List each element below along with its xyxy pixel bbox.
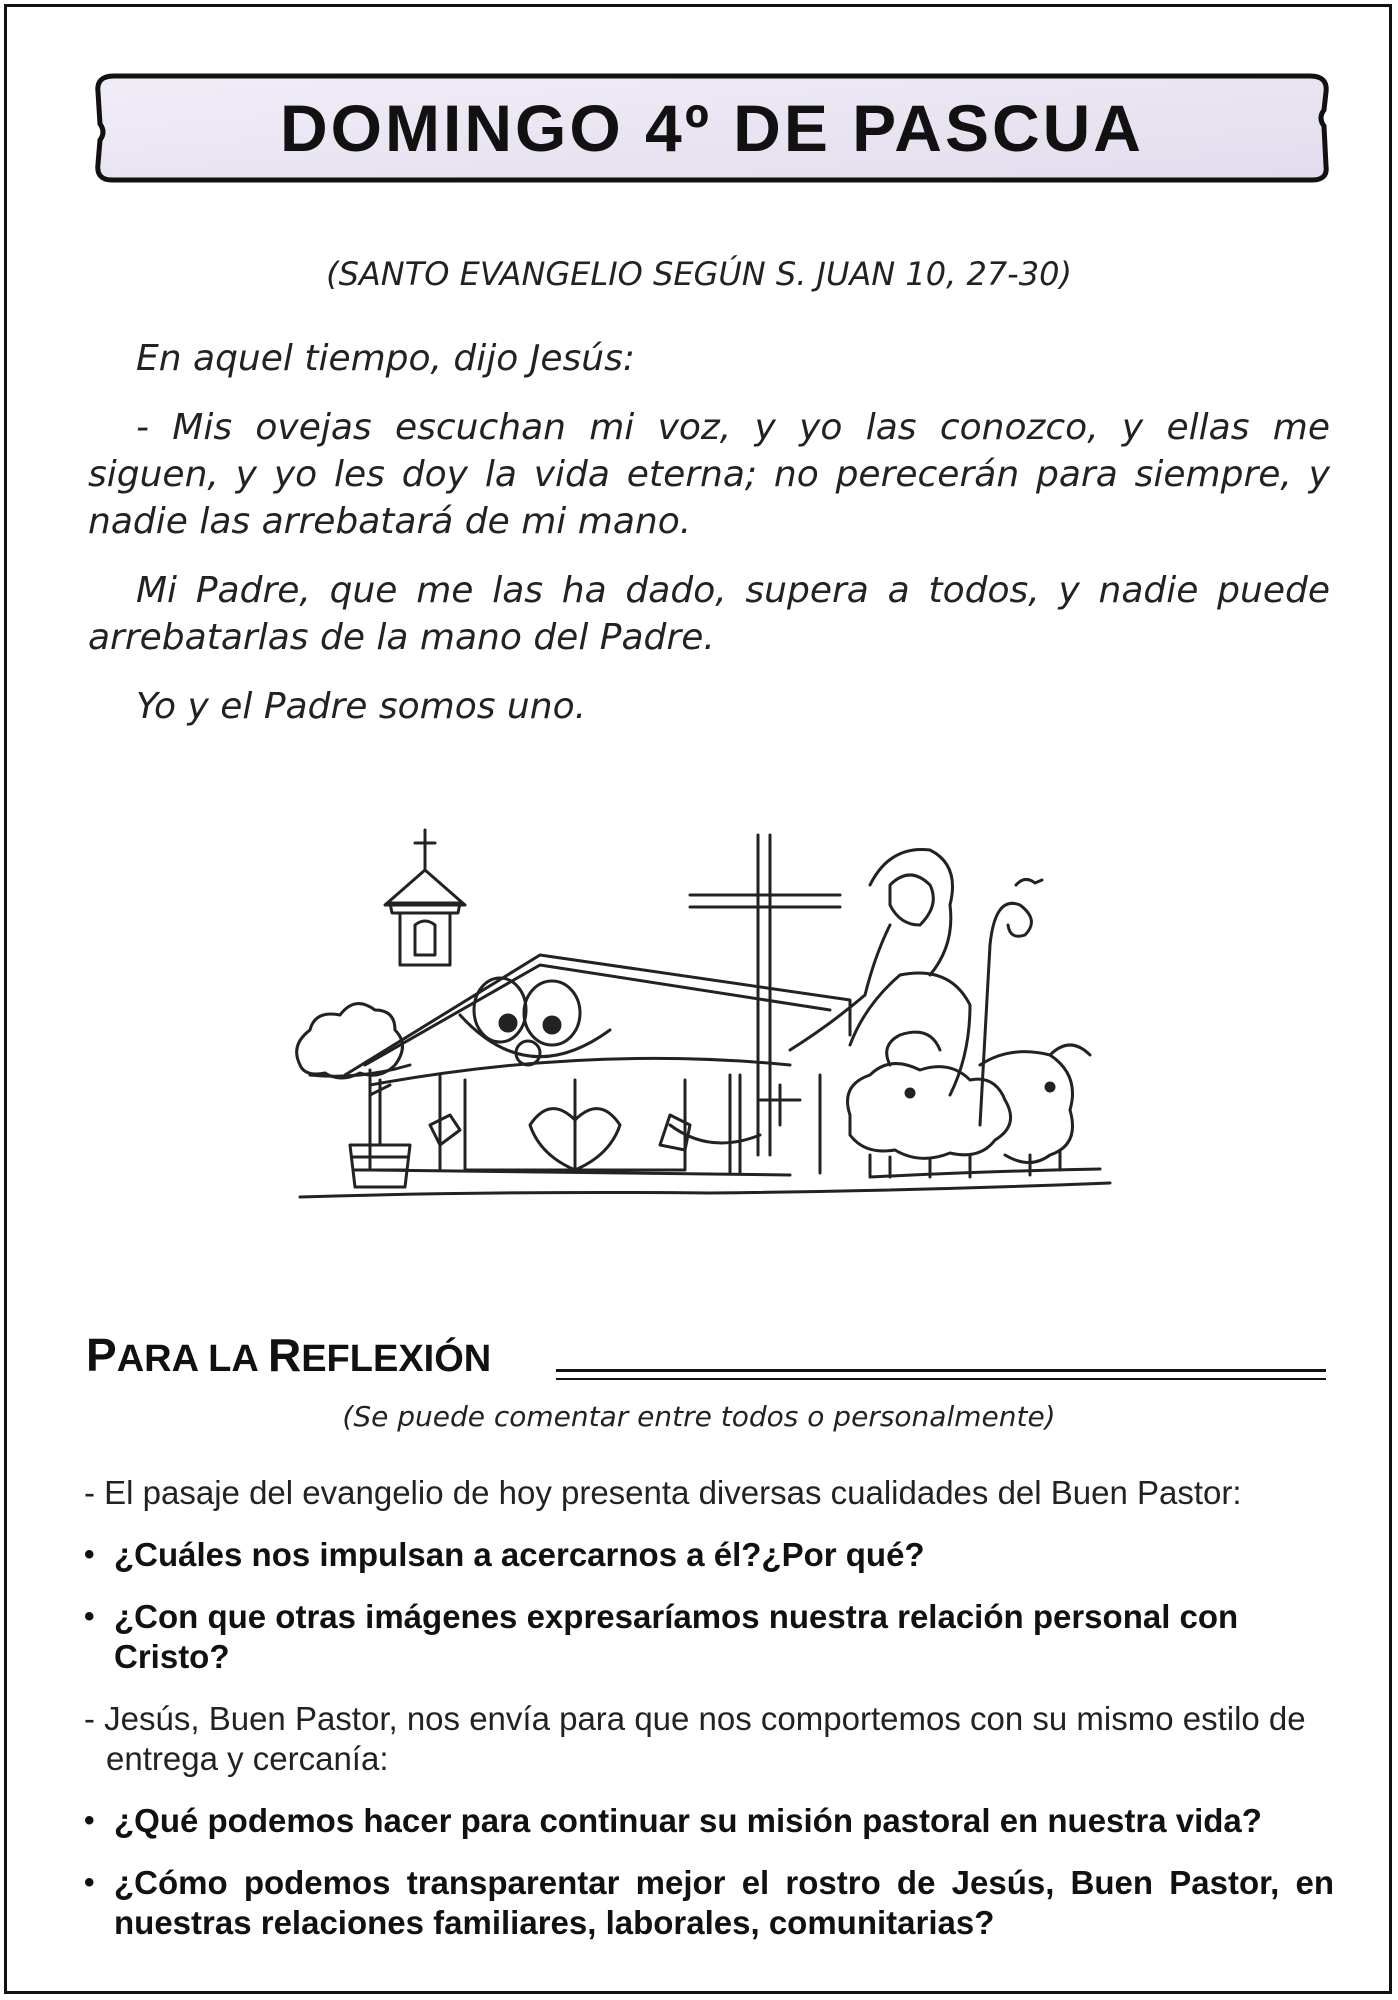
gospel-text [88, 335, 1330, 752]
reflection-question: • ¿Cuáles nos impulsan a acercarnos a él?¿Por qué? [84, 1536, 925, 1573]
reflection-divider [556, 1369, 1326, 1380]
reflection-intro: - El pasaje del evangelio de hoy presenta diversas cualidades del Buen Pastor: [84, 1474, 1242, 1511]
bell-tower-icon [385, 830, 465, 965]
reflection-subtitle: (Se puede comentar entre todos o personalmente) [342, 1400, 1056, 1433]
ground-line [300, 1183, 1110, 1197]
reflection-question: • ¿Con que otras imágenes expresaríamos nuestra relación personal con Cristo? [84, 1598, 1239, 1675]
good-shepherd-icon [790, 849, 1042, 1125]
bullet-icon: • [84, 1804, 95, 1837]
reflection-question: • ¿Cómo podemos transparentar mejor el rostro de Jesús, Buen Pastor, en nuestras relaciones familiares, laborales, comunitarias? [84, 1864, 1334, 1941]
reflection-intro: - Jesús, Buen Pastor, nos envía para que nos comportemos con su mismo estilo de entrega y cercanía: [84, 1700, 1306, 1777]
title-banner [92, 70, 1332, 186]
bullet-icon: • [84, 1538, 95, 1571]
reflection-list [84, 1473, 1334, 1965]
church-good-shepherd-illustration [290, 825, 1130, 1215]
reflection-title: PARA LA REFLEXIÓN [86, 1329, 492, 1381]
gospel-paragraph: Yo y el Padre somos uno. [136, 686, 587, 727]
reflection-header [86, 1325, 1326, 1385]
sheep-flock-icon [848, 1032, 1091, 1177]
gospel-paragraph: - Mis ovejas escuchan mi voz, y yo las conozco, y ellas me siguen, y yo les doy la vida eterna; no perecerán para siempre, y nadie las arrebatará de mi mano. [88, 407, 1330, 542]
reflection-question: • ¿Qué podemos hacer para continuar su misión pastoral en nuestra vida? [84, 1802, 1262, 1839]
gospel-paragraph: En aquel tiempo, dijo Jesús: [136, 338, 635, 379]
bullet-icon: • [84, 1866, 95, 1899]
page-title: DOMINGO 4º DE PASCUA [280, 91, 1144, 165]
potted-tree-icon [297, 1004, 410, 1187]
gospel-reference: (SANTO EVANGELIO SEGÚN S. JUAN 10, 27-30) [326, 255, 1072, 293]
bullet-icon: • [84, 1600, 95, 1633]
gospel-paragraph: Mi Padre, que me las ha dado, supera a todos, y nadie puede arrebatarlas de la mano del Padre. [88, 570, 1330, 658]
